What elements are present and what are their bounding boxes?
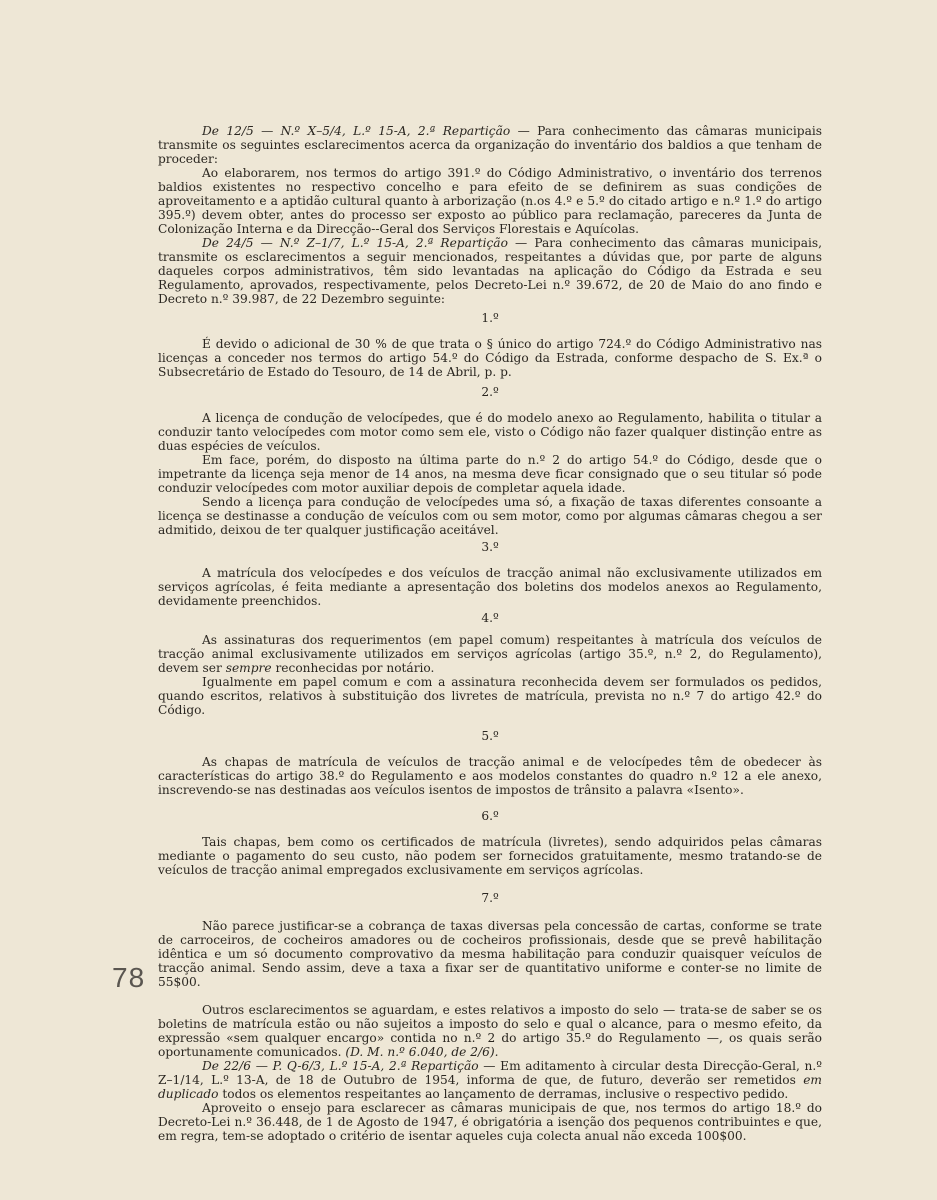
paragraph — [158, 1003, 822, 1059]
paragraph-text: reconhecidas por notário. — [271, 661, 435, 675]
paragraph-text: — Para conhecimento das câmaras municipais transmite os seguintes esclarecimentos acerca da organização do inventário dos baldios a que tenham de proceder: — [158, 124, 822, 166]
paragraph — [158, 633, 822, 675]
circular-reference: De 24/5 — N.º Z–1/7, L.º 15-A, 2.ª Repartição — [202, 236, 508, 250]
paragraph: Igualmente em papel comum e com a assinatura reconhecida devem ser formulados os pedidos, quando escritos, relativos à substituição dos livretes de matrícula, prevista no n.º 7 do artigo 42.º do Código. — [158, 675, 822, 717]
section-number: 3.º — [481, 540, 499, 554]
section-number: 6.º — [481, 809, 499, 823]
section-number: 5.º — [481, 729, 499, 743]
page-number: 78 — [112, 962, 146, 993]
paragraph: As chapas de matrícula de veículos de tracção animal e de velocípedes têm de obedecer às características do artigo 38.º do Regulamento e aos modelos constantes do quadro n.º 12 a ele anexo, inscrevendo-se nas destinadas aos veículos isentos de impostos de trânsito a palavra «Isento». — [158, 755, 822, 797]
paragraph-text: — Para conhecimento das câmaras municipais, transmite os esclarecimentos a seguir mencionados, respeitantes a dúvidas que, por parte de alguns daqueles corpos administrativos, têm sido levantadas na aplicação do Código da Estrada e seu Regulamento, aprovados, respectivamente, pelos Decreto-Lei n.º 39.672, de 20 de Maio do ano findo e Decreto n.º 39.987, de 22 Dezembro seguinte: — [158, 236, 823, 306]
paragraph: Não parece justificar-se a cobrança de taxas diversas pela concessão de cartas, conforme se trate de carroceiros, de cocheiros amadores ou de cocheiros profissionais, desde que se prevê habilitação idêntica e um só documento comprovativo da mesma habilitação para conduzir quaisquer veículos de tracção animal. Sendo assim, deve a taxa a fixar ser de quantitativo uniforme e conter-se no limite de 55$00. — [158, 919, 822, 989]
paragraph: Tais chapas, bem como os certificados de matrícula (livretes), sendo adquiridos pelas câmaras mediante o pagamento do seu custo, não podem ser fornecidos gratuitamente, mesmo tratando-se de veículos de tracção animal empregados exclusivamente em serviços agrícolas. — [158, 835, 822, 877]
paragraph: Em face, porém, do disposto na última parte do n.º 2 do artigo 54.º do Código, desde que o impetrante da licença seja menor de 14 anos, na mesma deve ficar consignado que o seu titular só pode conduzir velocípedes com motor auxiliar depois de completar aquela idade. — [158, 453, 822, 495]
paragraph-text: As assinaturas dos requerimentos (em papel comum) respeitantes à matrícula dos veículos de tracção animal exclusivamente utilizados em serviços agrícolas (artigo 35.º, n.º 2, do Regulamento), devem ser — [158, 633, 822, 675]
paragraph — [158, 1059, 822, 1101]
section-number: 1.º — [481, 311, 499, 325]
paragraph: Ao elaborarem, nos termos do artigo 391.º do Código Administrativo, o inventário dos terrenos baldios existentes no respectivo concelho e para efeito de se definirem as suas condições de aproveitamento e a aptidão cultural quanto à arborização (n.os 4.º e 5.º do citado artigo e n.º 1.º do artigo 395.º) devem obter, antes do processo ser exposto ao público para reclamação, pareceres da Junta de Colonização Interna e da Direcção--Geral dos Serviços Florestais e Aquícolas. — [158, 166, 822, 236]
emphasis: em duplicado — [158, 1073, 822, 1101]
paragraph — [158, 236, 822, 306]
paragraph: Aproveito o ensejo para esclarecer as câmaras municipais de que, nos termos do artigo 18.º do Decreto-Lei n.º 36.448, de 1 de Agosto de 1947, é obrigatória a isenção dos pequenos contribuintes e que, em regra, tem-se adoptado o critério de isentar aqueles cuja colecta anual não exceda 100$00. — [158, 1101, 822, 1143]
circular-reference: De 22/6 — P. Q-6/3, L.º 15-A, 2.ª Repartição — [202, 1059, 479, 1073]
paragraph-text: — Em aditamento à circular desta Direcção-Geral, n.º Z–1/14, L.º 13-A, de 18 de Outubro de 1954, informa de que, de futuro, deverão ser remetidos — [158, 1059, 822, 1087]
emphasis: (D. M. n.º 6.040, de 2/6). — [345, 1045, 499, 1059]
paragraph — [158, 124, 822, 166]
paragraph-text: Outros esclarecimentos se aguardam, e estes relativos a imposto do selo — trata-se de saber se os boletins de matrícula estão ou não sujeitos a imposto do selo e qual o alcance, para o mesmo efeito, da expressão «sem qualquer encargo» contida no n.º 2 do artigo 35.º do Regulamento —, os quais serão oportunamente comunicados. — [158, 1003, 822, 1059]
paragraph: É devido o adicional de 30 % de que trata o § único do artigo 724.º do Código Administrativo nas licenças a conceder nos termos do artigo 54.º do Código da Estrada, conforme despacho de S. Ex.ª o Subsecretário de Estado do Tesouro, de 14 de Abril, p. p. — [158, 337, 822, 379]
paragraph-text: todos os elementos respeitantes ao lançamento de derramas, inclusive o respectivo pedido. — [218, 1087, 789, 1101]
circular-reference: De 12/5 — N.º X–5/4, L.º 15-A, 2.ª Repartição — [202, 124, 511, 138]
document-body — [158, 124, 822, 1143]
paragraph: A licença de condução de velocípedes, que é do modelo anexo ao Regulamento, habilita o titular a conduzir tanto velocípedes com motor como sem ele, visto o Código não fazer qualquer distinção entre as duas espécies de veículos. — [158, 411, 822, 453]
section-number: 2.º — [481, 385, 499, 399]
emphasis: sempre — [225, 661, 272, 675]
paragraph: Sendo a licença para condução de velocípedes uma só, a fixação de taxas diferentes consoante a licença se destinasse a condução de veículos com ou sem motor, como por algumas câmaras chegou a ser admitido, deixou de ter qualquer justificação aceitável. — [158, 495, 822, 537]
paragraph: A matrícula dos velocípedes e dos veículos de tracção animal não exclusivamente utilizados em serviços agrícolas, é feita mediante a apresentação dos boletins dos modelos anexos ao Regulamento, devidamente preenchidos. — [158, 566, 822, 608]
section-number: 4.º — [481, 611, 499, 625]
section-number: 7.º — [481, 891, 499, 905]
